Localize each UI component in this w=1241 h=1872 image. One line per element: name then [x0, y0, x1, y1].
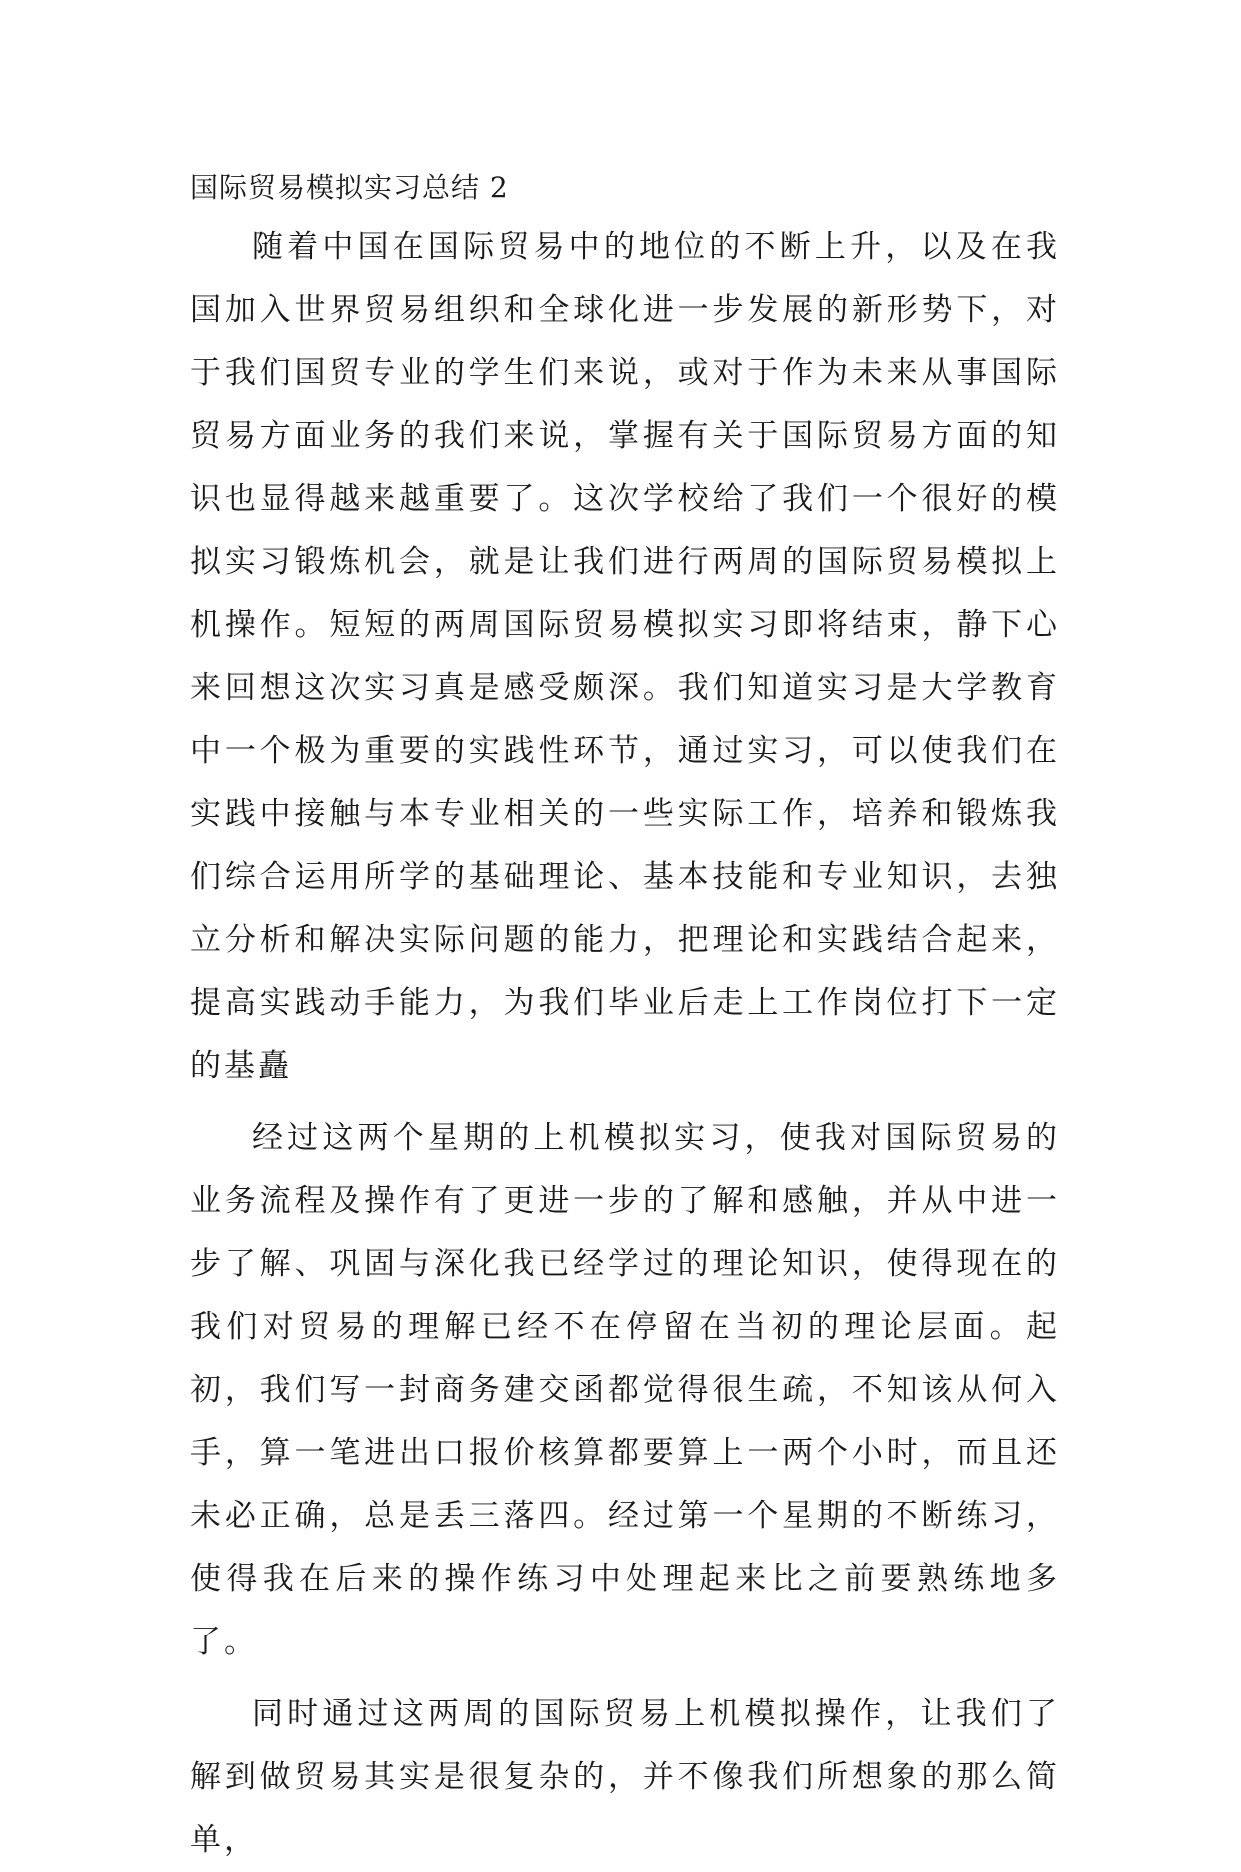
paragraph: 同时通过这两周的国际贸易上机模拟操作，让我们了解到做贸易其实是很复杂的，并不像我们所想象的那么简单，	[190, 1696, 1060, 1858]
document-body	[190, 160, 1060, 1872]
document-title: 国际贸易模拟实习总结 2	[190, 171, 509, 204]
paragraph: 经过这两个星期的上机模拟实习，使我对国际贸易的业务流程及操作有了更进一步的了解和感触，并从中进一步了解、巩固与深化我已经学过的理论知识，使得现在的我们对贸易的理解已经不在停留在当初的理论层面。起初，我们写一封商务建交函都觉得很生疏，不知该从何入手，算一笔进出口报价核算都要算上一两个小时，而且还未必正确，总是丢三落四。经过第一个星期的不断练习，使得我在后来的操作练习中处理起来比之前要熟练地多了。	[190, 1120, 1060, 1660]
paragraph: 随着中国在国际贸易中的地位的不断上升，以及在我国加入世界贸易组织和全球化进一步发展的新形势下，对于我们国贸专业的学生们来说，或对于作为未来从事国际贸易方面业务的我们来说，掌握有关于国际贸易方面的知识也显得越来越重要了。这次学校给了我们一个很好的模拟实习锻炼机会，就是让我们进行两周的国际贸易模拟上机操作。短短的两周国际贸易模拟实习即将结束，静下心来回想这次实习真是感受颇深。我们知道实习是大学教育中一个极为重要的实践性环节，通过实习，可以使我们在实践中接触与本专业相关的一些实际工作，培养和锻炼我们综合运用所学的基础理论、基本技能和专业知识，去独立分析和解决实际问题的能力，把理论和实践结合起来，提高实践动手能力，为我们毕业后走上工作岗位打下一定的基矗	[190, 229, 1060, 1084]
